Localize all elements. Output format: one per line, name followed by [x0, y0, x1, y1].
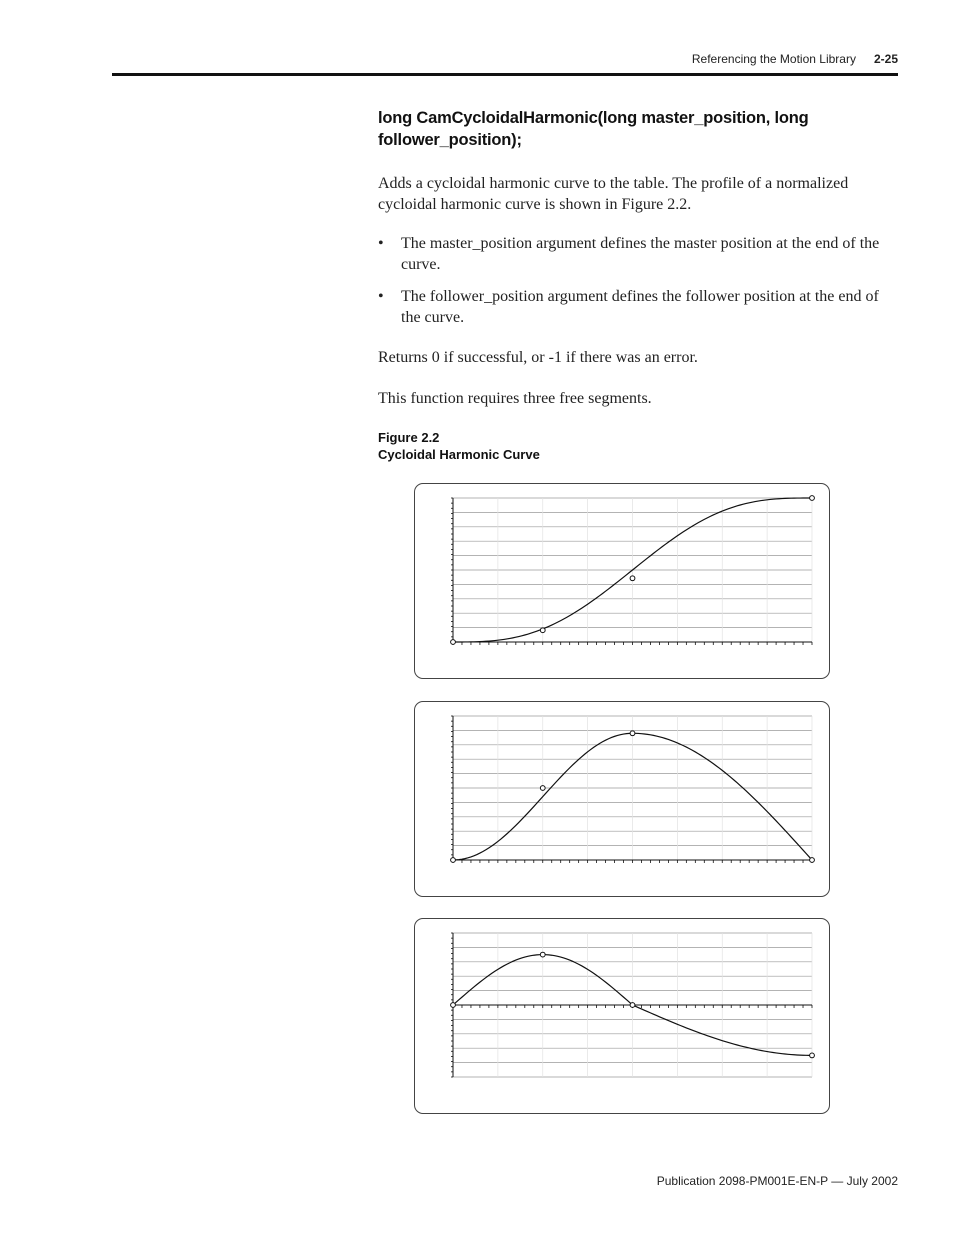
data-point-marker — [540, 628, 545, 633]
publication-footer — [560, 1174, 898, 1188]
header-rule — [112, 73, 898, 76]
bullet-icon: • — [378, 288, 384, 305]
bullet-item-master — [378, 233, 898, 275]
chart-velocity — [415, 702, 831, 898]
bullet-item-follower — [378, 286, 898, 328]
function-signature: long CamCycloidalHarmonic(long master_position, long follower_position); — [378, 109, 809, 149]
figure-caption — [378, 429, 540, 463]
chart-panel-position — [414, 483, 830, 679]
data-point-marker — [451, 640, 456, 645]
header-section-title: Referencing the Motion Library — [691, 52, 856, 66]
data-point-marker — [810, 858, 815, 863]
figure-number: Figure 2.2 — [378, 430, 440, 445]
footer-text: Publication 2098-PM001E-EN-P — July 2002 — [656, 1174, 898, 1188]
requirement-paragraph: This function requires three free segments. — [378, 390, 652, 407]
returns-paragraph: Returns 0 if successful, or -1 if there was an error. — [378, 349, 698, 366]
data-point-marker — [630, 576, 635, 581]
header-page-number: 2-25 — [873, 52, 898, 66]
intro-paragraph: Adds a cycloidal harmonic curve to the table. The profile of a normalized cycloidal harmonic curve is shown in Figure 2.2. — [378, 175, 849, 213]
figure-title: Cycloidal Harmonic Curve — [378, 447, 540, 462]
running-header — [560, 52, 898, 66]
bullet-icon: • — [378, 235, 384, 252]
chart-panel-acceleration — [414, 918, 830, 1114]
data-point-marker — [810, 496, 815, 501]
data-point-marker — [451, 858, 456, 863]
data-point-marker — [810, 1053, 815, 1058]
data-point-marker — [540, 786, 545, 791]
data-point-marker — [630, 1003, 635, 1008]
data-point-marker — [540, 952, 545, 957]
data-point-marker — [451, 1003, 456, 1008]
data-point-marker — [630, 731, 635, 736]
bullet-text: The master_position argument defines the master position at the end of the curve. — [401, 235, 880, 273]
bullet-text: The follower_position argument defines the follower position at the end of the curve. — [401, 288, 879, 326]
chart-acceleration — [415, 919, 831, 1115]
chart-position — [415, 484, 831, 680]
chart-panel-velocity — [414, 701, 830, 897]
